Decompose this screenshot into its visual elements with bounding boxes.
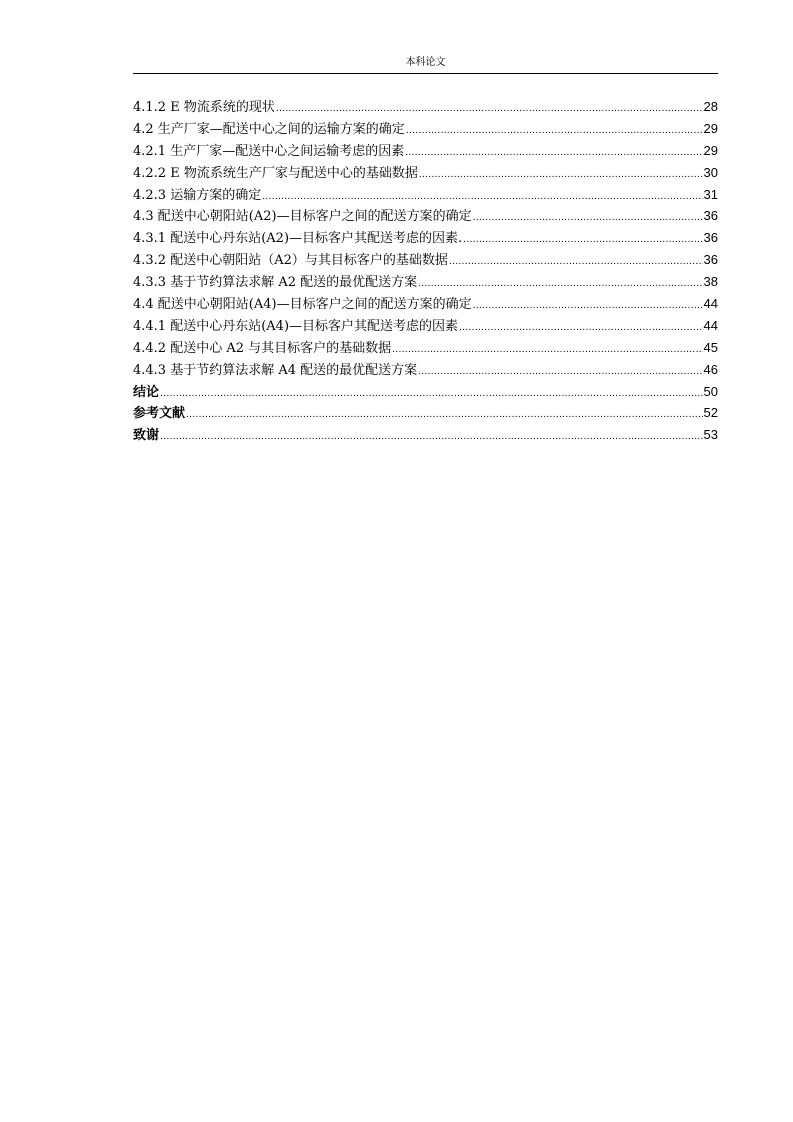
- toc-entry: [133, 315, 718, 337]
- toc-dot-leader: [418, 274, 702, 296]
- toc-dot-leader: [186, 405, 703, 427]
- toc-dot-leader: [262, 187, 702, 209]
- page-header: 本科论文: [405, 57, 446, 68]
- toc-entry: [133, 96, 718, 118]
- toc-dot-leader: [406, 121, 703, 143]
- toc-entry-conclusion: [133, 381, 718, 403]
- toc-entry-page: 36: [703, 208, 718, 224]
- toc-entry-title: 4.3 配送中心朝阳站(A2)—目标客户之间的配送方案的确定: [133, 209, 472, 225]
- toc-entry-page: 44: [703, 317, 718, 333]
- toc-entry-page: 50: [703, 383, 718, 399]
- toc-entry: [133, 227, 718, 249]
- toc-entry-title: 4.2.3 运输方案的确定: [133, 187, 262, 203]
- toc-entry-page: 45: [703, 339, 718, 355]
- toc-entry-title: 4.2.1 生产厂家—配送中心之间运输考虑的因素: [133, 143, 405, 159]
- toc-entry-references: [133, 402, 718, 424]
- toc-dot-leader: [473, 208, 703, 230]
- toc-entry: [133, 249, 718, 271]
- toc-entry-page: 36: [703, 230, 718, 246]
- toc-entry: [133, 162, 718, 184]
- toc-entry-page: 31: [703, 186, 718, 202]
- toc-entry-acknowledgements: [133, 424, 718, 446]
- toc-entry-page: 30: [703, 164, 718, 180]
- toc-entry-title: 4.4 配送中心朝阳站(A4)—目标客户之间的配送方案的确定: [133, 297, 472, 313]
- toc-entry: [133, 184, 718, 206]
- toc-entry: [133, 271, 718, 293]
- toc-entry: [133, 140, 718, 162]
- toc-entry-title: 4.3.2 配送中心朝阳站（A2）与其目标客户的基础数据: [133, 253, 448, 269]
- toc-dot-leader: [449, 252, 703, 274]
- toc-entry-title: 结论: [133, 384, 160, 400]
- toc-dot-leader: [459, 318, 703, 340]
- toc-dot-leader: [418, 362, 702, 384]
- toc-dot-leader: [160, 384, 703, 406]
- toc-entry-page: 29: [703, 120, 718, 136]
- toc-dot-leader: [473, 296, 703, 318]
- toc-entry-title: 4.2 生产厂家—配送中心之间的运输方案的确定: [133, 121, 405, 137]
- toc-entry-page: 28: [703, 99, 718, 114]
- toc-entry-title: 4.2.2 E 物流系统生产厂家与配送中心的基础数据: [133, 165, 418, 181]
- toc-entry-page: 46: [703, 361, 718, 377]
- toc-entry: [133, 118, 718, 140]
- toc-entry: [133, 337, 718, 359]
- toc-entry-page: 29: [703, 142, 718, 158]
- toc-entry-page: 38: [703, 274, 718, 290]
- toc-dot-leader: [160, 427, 703, 449]
- toc-entry-page: 36: [703, 252, 718, 268]
- toc-entry: [133, 359, 718, 381]
- header-rule: [133, 73, 718, 74]
- toc-entry-page: 44: [703, 296, 718, 312]
- toc-entry: [133, 293, 718, 315]
- toc-entry-title: 4.1.2 E 物流系统的现状: [133, 100, 275, 115]
- toc-entry-title: 参考文献: [133, 406, 186, 422]
- table-of-contents: [133, 96, 718, 446]
- toc-entry: [133, 205, 718, 227]
- toc-dot-leader: [419, 165, 703, 187]
- toc-dot-leader: [405, 143, 702, 165]
- toc-entry-page: 53: [703, 427, 718, 443]
- toc-entry-title: 4.3.1 配送中心丹东站(A2)—目标客户其配送考虑的因素.: [133, 231, 463, 247]
- toc-entry-title: 4.3.3 基于节约算法求解 A2 配送的最优配送方案: [133, 275, 418, 291]
- toc-entry-title: 4.4.3 基于节约算法求解 A4 配送的最优配送方案: [133, 362, 418, 378]
- toc-entry-page: 52: [703, 405, 718, 421]
- toc-dot-leader: [392, 340, 702, 362]
- toc-entry-title: 4.4.2 配送中心 A2 与其目标客户的基础数据: [133, 340, 392, 356]
- toc-entry-title: 4.4.1 配送中心丹东站(A4)—目标客户其配送考虑的因素: [133, 318, 459, 334]
- toc-entry-title: 致谢: [133, 428, 160, 444]
- toc-dot-leader: [276, 99, 703, 121]
- toc-dot-leader: [463, 230, 702, 252]
